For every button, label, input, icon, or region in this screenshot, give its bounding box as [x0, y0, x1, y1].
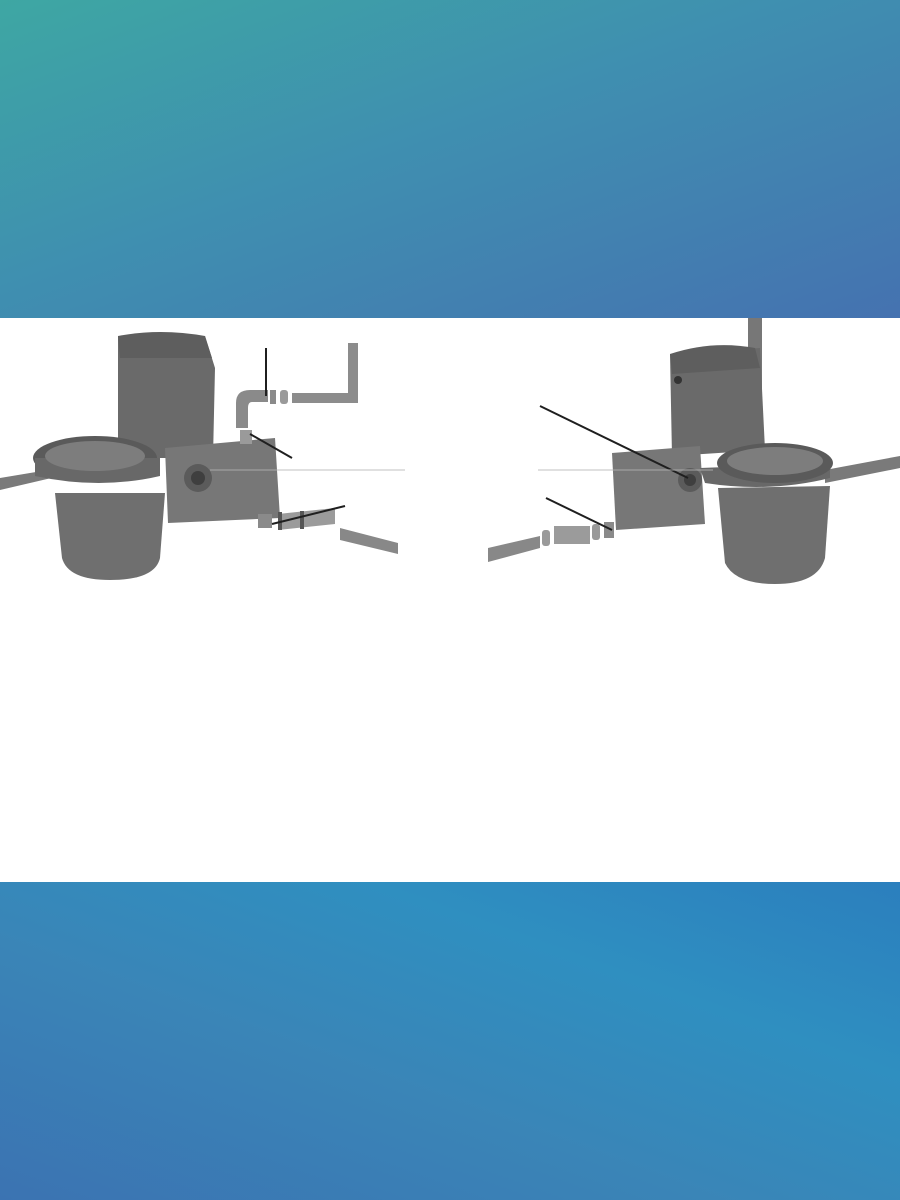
bottom-background-band — [0, 882, 900, 1200]
content-panel — [0, 318, 900, 882]
installation-diagram — [0, 318, 900, 608]
left-toilet-assembly — [0, 332, 398, 580]
top-background-band — [0, 0, 900, 318]
right-toilet-assembly — [488, 318, 900, 584]
decorative-wave-lines — [0, 882, 320, 1002]
